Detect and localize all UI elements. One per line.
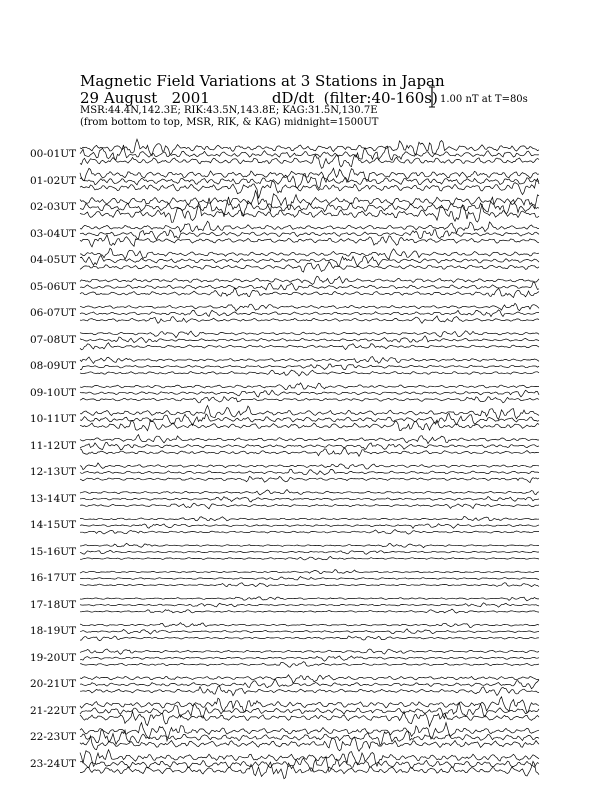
trace-kag (80, 235, 539, 247)
trace-msr (80, 516, 539, 520)
trace-kag (80, 636, 539, 641)
station-coordinates: MSR:44.4N,142.3E; RIK:43.5N,143.8E; KAG:31.5N,130.7E (80, 105, 378, 116)
trace-msr (80, 248, 539, 259)
trace-msr (80, 597, 539, 601)
trace-msr (80, 139, 539, 156)
trace-kag (80, 583, 539, 587)
trace-rik (80, 255, 539, 266)
row-label: 01-02UT (30, 174, 77, 187)
trace-kag (80, 761, 539, 778)
trace-kag (80, 343, 539, 350)
trace-msr (80, 463, 539, 470)
trace-msr (80, 383, 539, 390)
trace-kag (80, 288, 539, 297)
row-label: 16-17UT (30, 572, 77, 584)
trace-rik (80, 497, 539, 503)
row-label: 17-18UT (30, 598, 77, 611)
trace-rik (80, 629, 539, 634)
date-label: 29 August 2001 (80, 89, 210, 107)
trace-kag (80, 476, 539, 482)
trace-msr (80, 490, 539, 495)
row-label: 07-08UT (30, 333, 77, 346)
trace-rik (80, 603, 539, 607)
trace-rik (80, 145, 539, 160)
trace-kag (80, 686, 539, 696)
trace-rik (80, 679, 539, 689)
trace-msr (80, 543, 539, 548)
trace-msr (80, 303, 539, 311)
trace-kag (80, 609, 539, 613)
trace-msr (80, 357, 539, 364)
row-label: 04-05UT (30, 254, 77, 266)
trace-rik (80, 524, 539, 529)
trace-rik (80, 390, 539, 397)
trace-msr (80, 331, 539, 338)
trace-msr (80, 406, 539, 420)
row-label: 15-16UT (30, 545, 77, 558)
row-label: 02-03UT (30, 201, 77, 213)
trace-order-note: (from bottom to top, MSR, RIK, & KAG) midnight=1500UT (80, 117, 379, 128)
row-label: 19-20UT (30, 651, 77, 664)
row-label: 05-06UT (30, 280, 77, 293)
trace-kag (80, 711, 539, 726)
row-label: 12-13UT (30, 466, 77, 478)
row-label: 21-22UT (30, 704, 77, 717)
row-label: 22-23UT (30, 731, 77, 743)
trace-rik (80, 310, 539, 317)
trace-msr (80, 649, 539, 654)
row-label: 20-21UT (30, 678, 77, 690)
trace-kag (80, 530, 539, 535)
row-label: 11-12UT (30, 439, 77, 452)
quantity-label: dD/dt (filter:40-160s) (271, 89, 438, 107)
trace-msr (80, 623, 539, 628)
trace-rik (80, 336, 539, 343)
chart-title: Magnetic Field Variations at 3 Stations in Japan (80, 72, 445, 90)
scale-label: 1.00 nT at T=80s (440, 94, 528, 105)
trace-rik (80, 413, 539, 425)
trace-msr (80, 675, 539, 683)
trace-kag (80, 662, 539, 668)
trace-rik (80, 364, 539, 370)
trace-kag (80, 503, 539, 509)
trace-msr (80, 570, 539, 574)
trace-kag (80, 316, 539, 323)
row-label: 09-10UT (30, 386, 77, 399)
row-label: 00-01UT (30, 148, 77, 160)
trace-rik (80, 469, 539, 475)
trace-kag (80, 448, 539, 456)
row-label: 06-07UT (30, 307, 77, 319)
row-label: 13-14UT (30, 492, 77, 505)
trace-msr (80, 750, 539, 767)
trace-rik (80, 656, 539, 661)
trace-kag (80, 262, 539, 273)
trace-rik (80, 757, 539, 772)
trace-rik (80, 230, 539, 240)
trace-rik (80, 577, 539, 580)
trace-kag (80, 556, 539, 560)
trace-rik (80, 442, 539, 449)
row-label: 03-04UT (30, 227, 77, 240)
trace-msr (80, 168, 539, 182)
row-label: 14-15UT (30, 519, 77, 531)
trace-rik (80, 550, 539, 554)
trace-rik (80, 282, 539, 290)
row-label: 23-24UT (30, 757, 77, 770)
trace-msr (80, 221, 539, 233)
trace-kag (80, 420, 539, 431)
trace-msr (80, 191, 539, 212)
trace-msr (80, 276, 539, 284)
row-label: 08-09UT (30, 360, 77, 372)
trace-msr (80, 435, 539, 444)
row-label: 10-11UT (30, 413, 77, 425)
row-label: 18-19UT (30, 625, 77, 637)
trace-kag (80, 397, 539, 403)
trace-kag (80, 370, 539, 376)
